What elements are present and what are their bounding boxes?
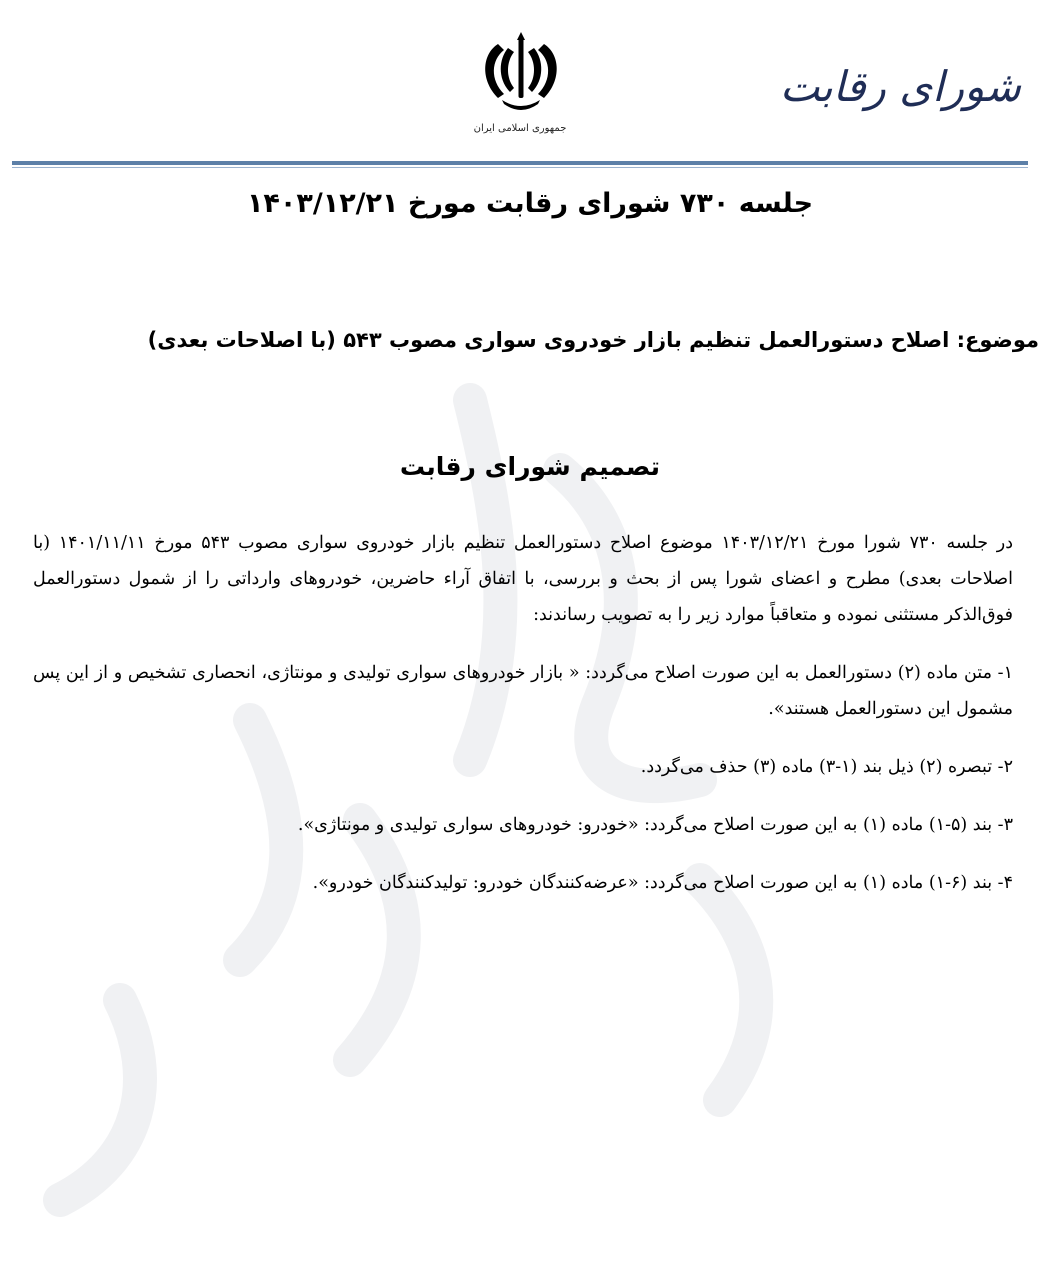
header-divider [12, 161, 1028, 165]
subject-line: موضوع: اصلاح دستورالعمل تنظیم بازار خودروی سواری مصوب ۵۴۳ (با اصلاحات بعدی) [147, 328, 1039, 352]
decision-item-3: ۳- بند (۵-۱) ماده (۱) به این صورت اصلاح می‌گردد: «خودرو: خودروهای سواری تولیدی و مونتاژی». [297, 815, 1013, 835]
intro-paragraph: در جلسه ۷۳۰ شورا مورخ ۱۴۰۳/۱۲/۲۱ موضوع اصلاح دستورالعمل تنظیم بازار خودروی سواری مصوب ۵۴۳ مورخ ۱۴۰۱/۱۱/۱۱ (با اصلاحات بعدی) مطرح و اعضای شورا پس از بحث و بررسی، با اتفاق آراء حاضرین، خودروهای وارداتی را از شمول دستورالعمل فوق‌الذکر مستثنی نموده و متعاقباً موارد زیر را به تصویب رساندند: [33, 533, 1013, 625]
emblem-caption: جمهوری اسلامی ایران [473, 123, 567, 134]
decision-item-2: ۲- تبصره (۲) ذیل بند (۱-۳) ماده (۳) حذف می‌گردد. [640, 757, 1013, 777]
decision-item-1: ۱- متن ماده (۲) دستورالعمل به این صورت اصلاح می‌گردد: « بازار خودروهای سواری تولیدی و مونتاژی، انحصاری تشخیص و از این پس مشمول این دستورالعمل هستند». [33, 663, 1013, 719]
council-logo: شورای رقابت [779, 62, 1021, 111]
decision-item-4: ۴- بند (۶-۱) ماده (۱) به این صورت اصلاح می‌گردد: «عرضه‌کنندگان خودرو: تولیدکنندگان خودرو». [312, 873, 1013, 893]
decision-heading: تصمیم شورای رقابت [399, 452, 661, 481]
decision-body [33, 525, 1013, 923]
iran-emblem-icon [476, 28, 566, 116]
header-divider-thin [12, 167, 1028, 168]
session-title: جلسه ۷۳۰ شورای رقابت مورخ ۱۴۰۳/۱۲/۲۱ [246, 188, 814, 219]
